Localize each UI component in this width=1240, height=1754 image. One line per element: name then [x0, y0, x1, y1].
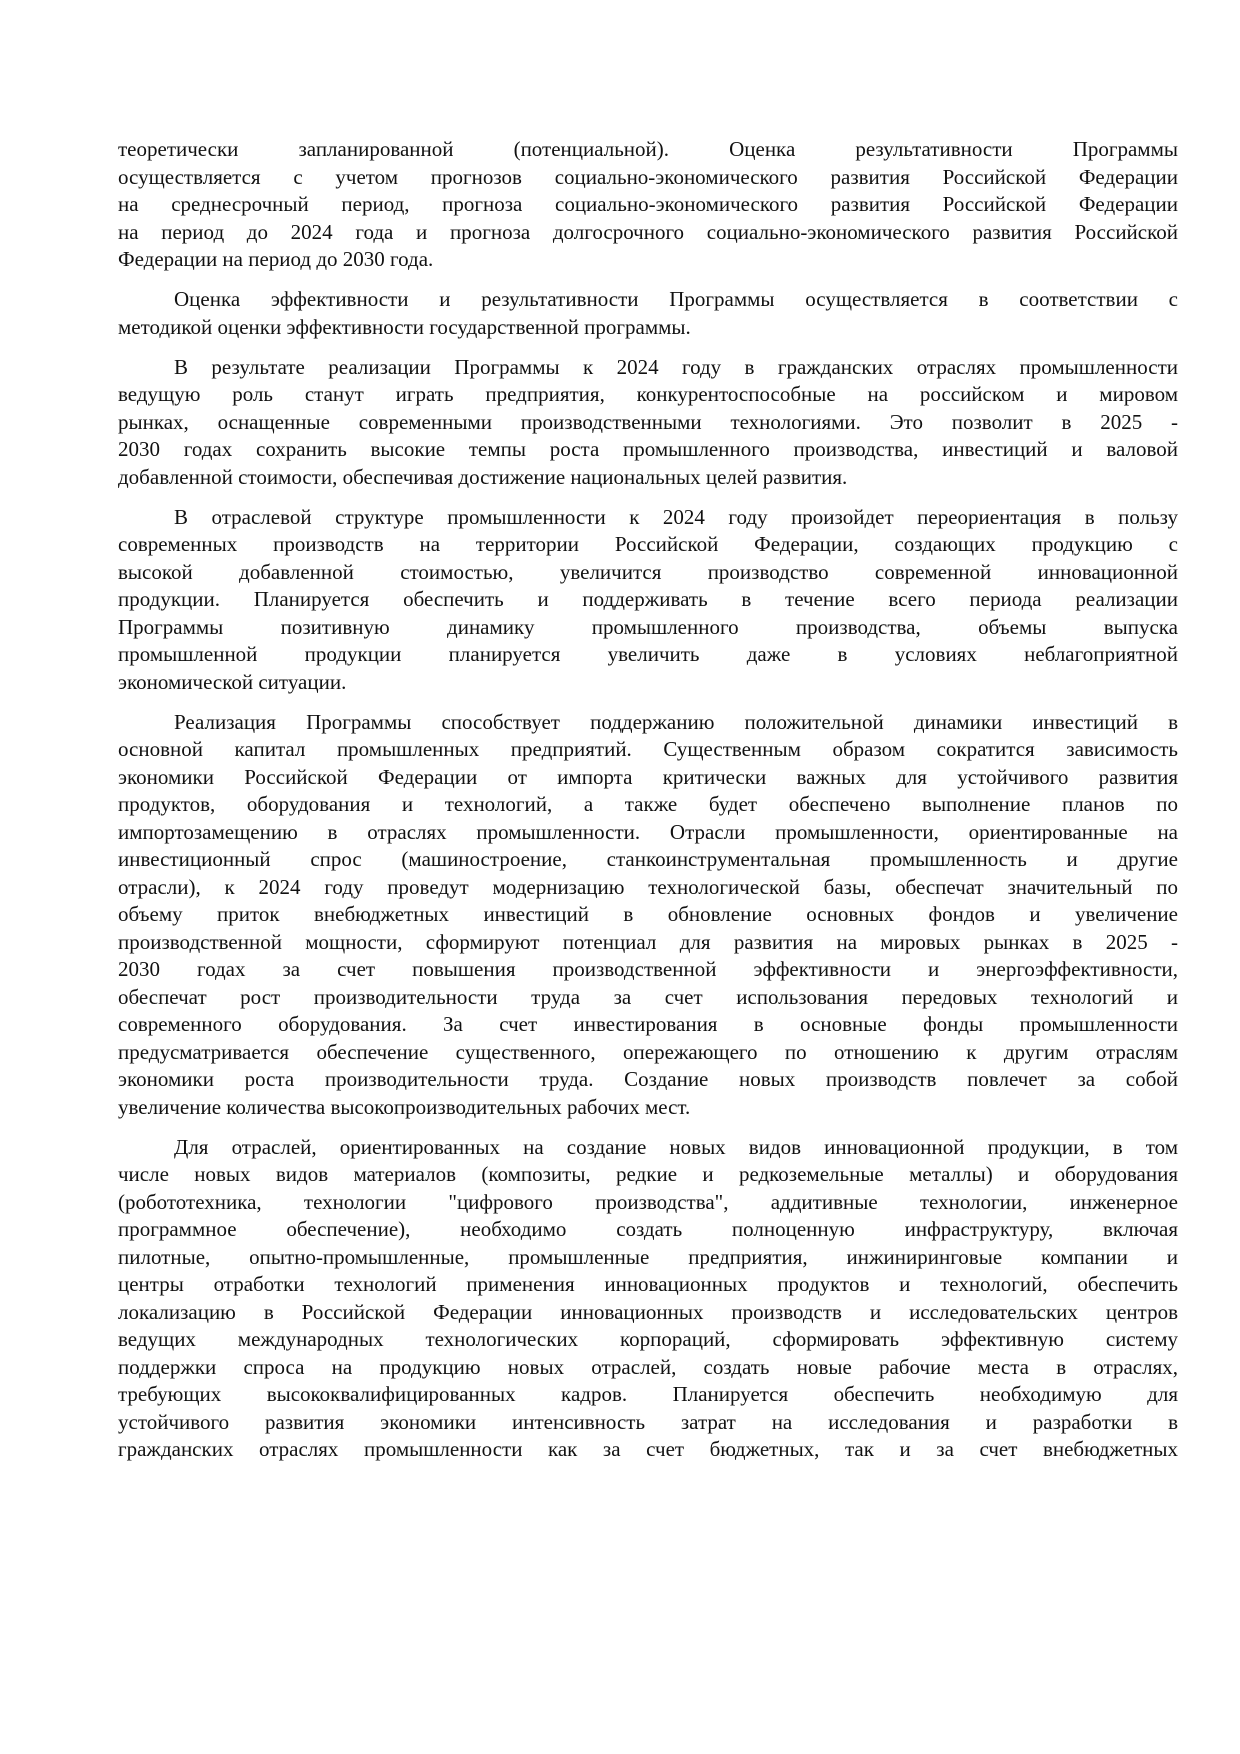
text-line: импортозамещению в отраслях промышленности. Отрасли промышленности, ориентированные на — [118, 819, 1178, 844]
text-line: поддержки спроса на продукцию новых отраслей, создать новые рабочие места в отраслях, — [118, 1354, 1178, 1379]
text-line: современных производств на территории Российской Федерации, создающих продукцию с — [118, 532, 1178, 556]
text-line: локализацию в Российской Федерации инновационных производств и исследовательских центров — [118, 1299, 1178, 1324]
text-line: экономической ситуации. — [118, 669, 347, 694]
text-line: Программы позитивную динамику промышленного производства, объемы выпуска — [118, 614, 1178, 639]
text-line: гражданских отраслях промышленности как за счет бюджетных, так и за счет внебюджетных — [118, 1437, 1178, 1461]
text-line: В отраслевой структуре промышленности к 2024 году произойдет переориентация в пользу — [174, 504, 1178, 529]
text-line: требующих высококвалифицированных кадров. Планируется обеспечить необходимую для — [118, 1382, 1178, 1406]
text-line: теоретически запланированной (потенциальной). Оценка результативности Программы — [118, 137, 1178, 161]
text-line: современного оборудования. За счет инвестирования в основные фонды промышленности — [118, 1012, 1178, 1036]
text-line: устойчивого развития экономики интенсивность затрат на исследования и разработки в — [118, 1409, 1178, 1434]
text-line: промышленной продукции планируется увеличить даже в условиях неблагоприятной — [118, 642, 1178, 666]
text-line: обеспечат рост производительности труда за счет использования передовых технологий и — [118, 984, 1178, 1009]
text-line: В результате реализации Программы к 2024 году в гражданских отраслях промышленности — [174, 354, 1178, 379]
paragraph — [118, 1134, 1178, 1464]
text-line: продукции. Планируется обеспечить и поддерживать в течение всего периода реализации — [118, 587, 1178, 611]
paragraph — [118, 709, 1178, 1122]
text-line: (робототехника, технологии "цифрового производства", аддитивные технологии, инженерное — [118, 1189, 1178, 1214]
text-line: Для отраслей, ориентированных на создание новых видов инновационной продукции, в том — [174, 1134, 1178, 1159]
text-line: объему приток внебюджетных инвестиций в обновление основных фондов и увеличение — [118, 902, 1178, 926]
text-line: экономики Российской Федерации от импорта критически важных для устойчивого развития — [118, 764, 1178, 789]
text-line: программное обеспечение), необходимо создать полноценную инфраструктуру, включая — [118, 1217, 1178, 1241]
text-line: экономики роста производительности труда. Создание новых производств повлечет за собой — [118, 1067, 1178, 1091]
text-line: предусматривается обеспечение существенного, опережающего по отношению к другим отраслям — [118, 1039, 1178, 1064]
text-line: 2030 годах сохранить высокие темпы роста промышленного производства, инвестиций и валовой — [118, 437, 1178, 461]
paragraph — [118, 504, 1178, 697]
text-line: рынках, оснащенные современными производственными технологиями. Это позволит в 2025 - — [118, 409, 1178, 434]
paragraph — [118, 354, 1178, 492]
text-line: 2030 годах за счет повышения производственной эффективности и энергоэффективности, — [118, 957, 1178, 981]
text-line: на период до 2024 года и прогноза долгосрочного социально-экономического развития Российской — [118, 219, 1178, 244]
text-line: добавленной стоимости, обеспечивая достижение национальных целей развития. — [118, 464, 848, 489]
text-line: Оценка эффективности и результативности Программы осуществляется в соответствии с — [174, 287, 1178, 311]
text-line: пилотные, опытно-промышленные, промышленные предприятия, инжиниринговые компании и — [118, 1244, 1178, 1269]
text-line: Федерации на период до 2030 года. — [118, 247, 434, 271]
document-page — [118, 136, 1178, 1476]
paragraph — [118, 286, 1178, 341]
text-line: Реализация Программы способствует поддержанию положительной динамики инвестиций в — [174, 709, 1178, 734]
paragraph — [118, 136, 1178, 274]
text-line: методикой оценки эффективности государственной программы. — [118, 314, 691, 339]
text-line: основной капитал промышленных предприятий. Существенным образом сократится зависимость — [118, 737, 1178, 761]
text-line: высокой добавленной стоимостью, увеличится производство современной инновационной — [118, 559, 1178, 584]
text-line: отрасли), к 2024 году проведут модернизацию технологической базы, обеспечат значительный по — [118, 874, 1178, 899]
text-line: на среднесрочный период, прогноза социально-экономического развития Российской Федерации — [118, 192, 1178, 216]
text-line: осуществляется с учетом прогнозов социально-экономического развития Российской Федерации — [118, 164, 1178, 189]
text-line: увеличение количества высокопроизводительных рабочих мест. — [118, 1094, 691, 1119]
text-line: ведущих международных технологических корпораций, сформировать эффективную систему — [118, 1327, 1178, 1351]
text-line: центры отработки технологий применения инновационных продуктов и технологий, обеспечить — [118, 1272, 1178, 1296]
text-line: производственной мощности, сформируют потенциал для развития на мировых рынках в 2025 - — [118, 929, 1178, 954]
text-line: числе новых видов материалов (композиты, редкие и редкоземельные металлы) и оборудования — [118, 1162, 1178, 1186]
text-line: ведущую роль станут играть предприятия, конкурентоспособные на российском и мировом — [118, 382, 1178, 406]
text-line: продуктов, оборудования и технологий, а также будет обеспечено выполнение планов по — [118, 792, 1178, 816]
text-line: инвестиционный спрос (машиностроение, станкоинструментальная промышленность и другие — [118, 847, 1178, 871]
